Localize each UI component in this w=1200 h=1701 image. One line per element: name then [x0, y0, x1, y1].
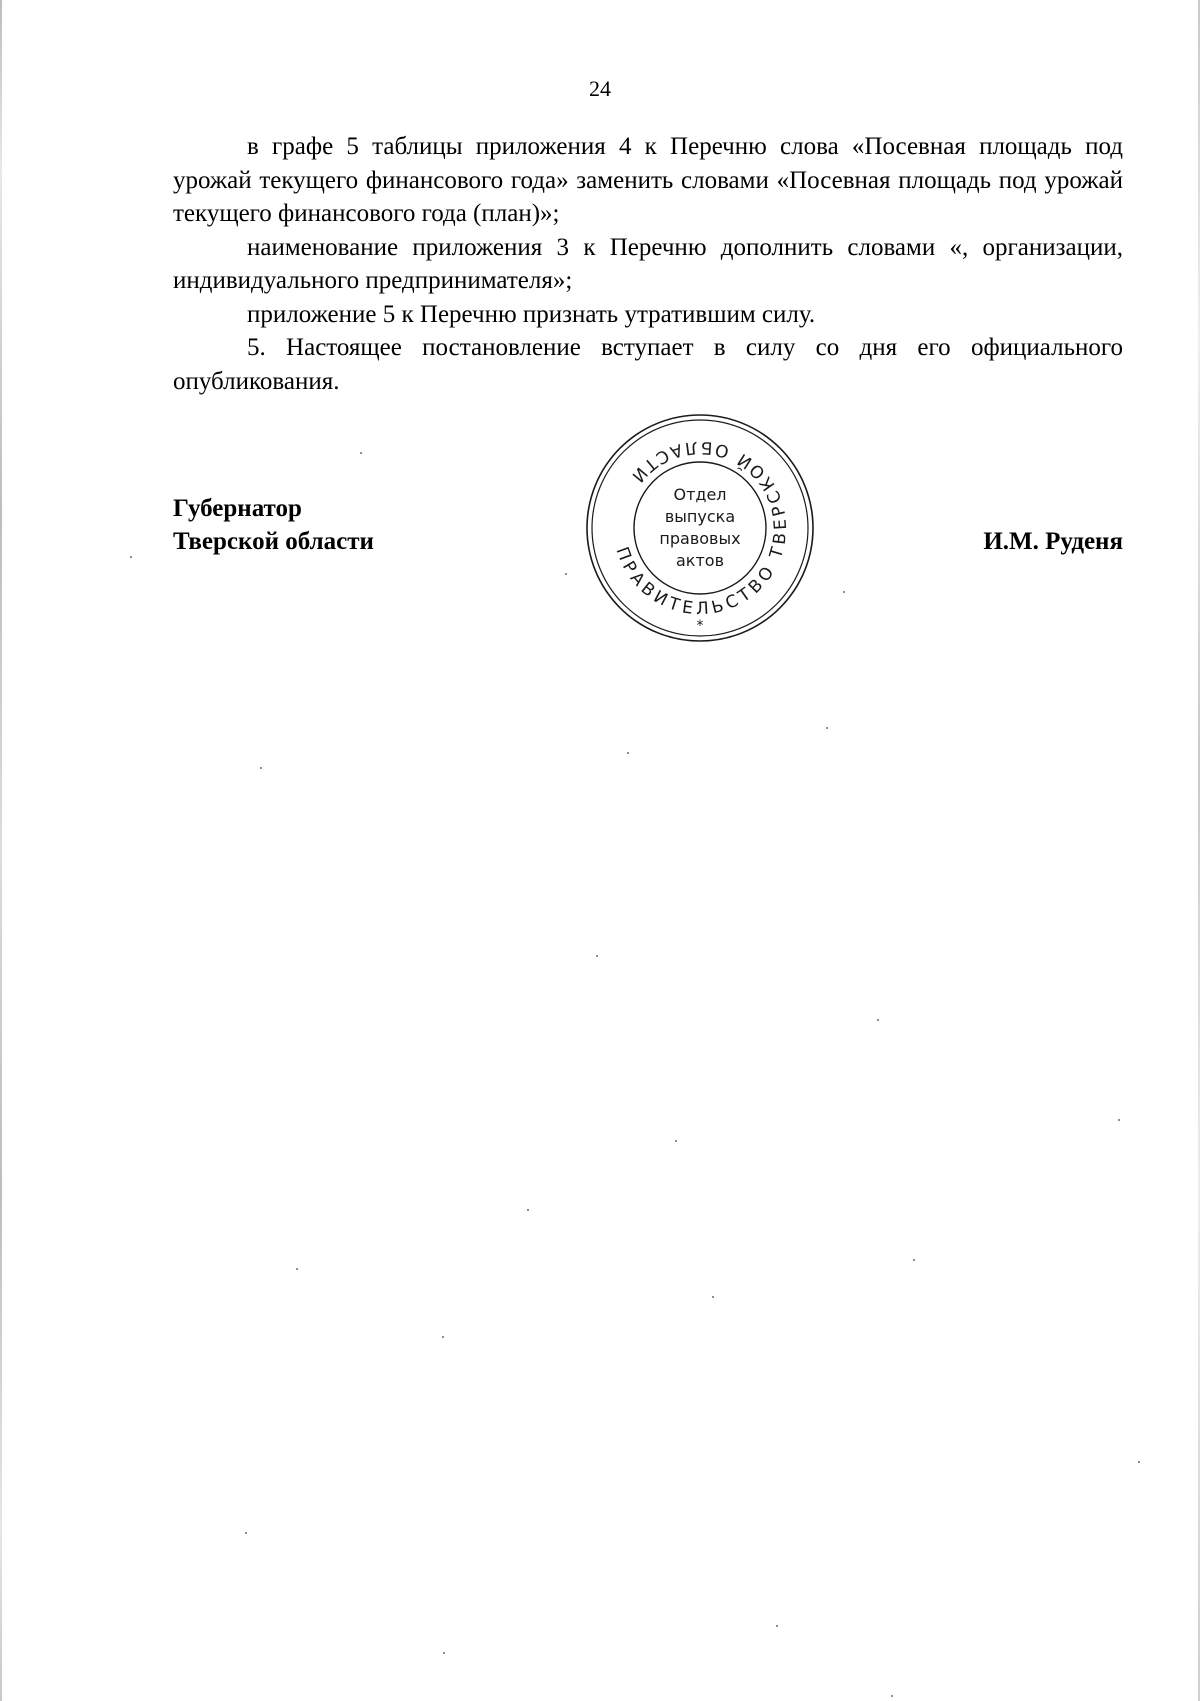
seal-inner-ring	[634, 462, 766, 594]
scan-speck	[527, 1209, 529, 1211]
scan-speck	[675, 1140, 677, 1142]
signatory-position-line1: Губернатор	[173, 495, 302, 522]
scan-speck	[596, 955, 598, 957]
scan-speck	[360, 452, 362, 454]
paragraph-column-5-replacement: в графе 5 таблицы приложения 4 к Перечню слова «Посевная площадь под урожай текущего финансового года» заменить словами «Посевная площадь под урожай текущего финансового года (план)»;	[173, 133, 1123, 227]
scan-speck	[843, 591, 845, 593]
scan-speck	[1138, 1461, 1140, 1463]
page-number: 24	[589, 76, 611, 101]
scan-speck	[712, 1296, 714, 1298]
seal-star: *	[696, 618, 704, 634]
paragraph-appendix-5-void: приложение 5 к Перечню признать утратившим силу.	[247, 300, 816, 328]
paragraph-effective-date: 5. Настоящее постановление вступает в силу со дня его официального опубликования.	[173, 334, 1123, 395]
scan-speck	[877, 1019, 879, 1021]
signatory-position	[173, 492, 374, 558]
document-body	[173, 130, 1123, 398]
scan-speck	[443, 1652, 445, 1654]
scan-speck	[565, 573, 567, 575]
seal-center-line2: выпуска	[664, 507, 736, 526]
signatory-position-line2: Тверской области	[173, 528, 374, 555]
seal-center-line1: Отдел	[673, 485, 727, 504]
seal-center-line3: правовых	[659, 529, 741, 548]
seal-ring-text: ПРАВИТЕЛЬСТВО ТВЕРСКОЙ ОБЛАСТИ	[611, 436, 792, 620]
paragraph-appendix-3-title: наименование приложения 3 к Перечню дополнить словами «, организации, индивидуального предпринимателя»;	[173, 233, 1123, 294]
scan-edge-left	[0, 0, 2, 1701]
scan-speck	[1118, 1119, 1120, 1121]
official-seal	[580, 408, 820, 648]
scan-speck	[776, 1625, 778, 1627]
scan-speck	[913, 1259, 915, 1261]
scan-speck	[891, 1695, 893, 1697]
scan-speck	[260, 767, 262, 769]
scan-speck	[296, 1268, 298, 1270]
scan-speck	[130, 556, 132, 558]
scan-speck	[442, 1336, 444, 1338]
scan-speck	[826, 727, 828, 729]
scan-speck	[627, 752, 629, 754]
seal-center-line4: актов	[675, 551, 725, 570]
signatory-name: И.М. Руденя	[983, 528, 1123, 555]
scan-speck	[245, 1532, 247, 1534]
